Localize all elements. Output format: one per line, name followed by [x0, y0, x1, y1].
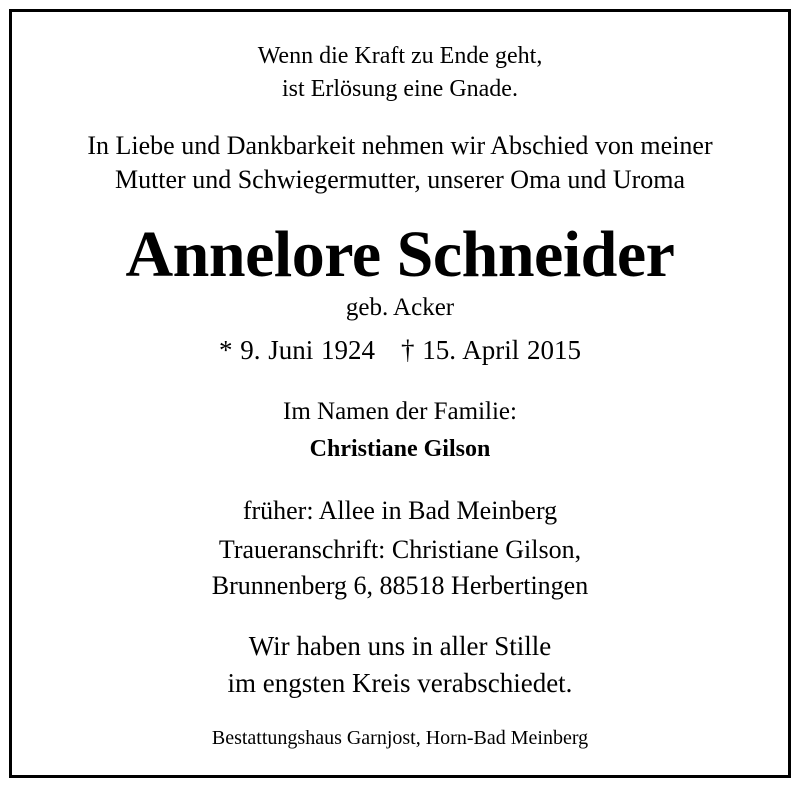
intro-line-1: In Liebe und Dankbarkeit nehmen wir Abschied von meiner: [87, 131, 713, 160]
intro-line-2: Mutter und Schwiegermutter, unserer Oma und Uroma: [114, 165, 686, 194]
birth-name: geb. Acker: [345, 294, 455, 321]
life-dates: [0, 337, 800, 364]
mourning-address-line-2: Brunnenberg 6, 88518 Herbertingen: [211, 571, 589, 600]
closing-line-1: Wir haben uns in aller Stille: [248, 631, 552, 661]
mourning-address-line-1: Traueranschrift: Christiane Gilson,: [218, 535, 582, 564]
verse-line-2: ist Erlösung eine Gnade.: [282, 76, 518, 102]
notice-border: [9, 9, 791, 778]
birth-date: * 9. Juni 1924: [218, 335, 375, 365]
former-address: früher: Allee in Bad Meinberg: [242, 496, 558, 525]
family-name: Christiane Gilson: [309, 436, 491, 462]
undertaker: Bestattungshaus Garnjost, Horn-Bad Meinberg: [211, 727, 589, 749]
verse-line-1: Wenn die Kraft zu Ende geht,: [257, 43, 543, 69]
closing-line-2: im engsten Kreis verabschiedet.: [227, 668, 573, 698]
death-date: † 15. April 2015: [401, 335, 582, 365]
family-intro: Im Namen der Familie:: [283, 398, 517, 425]
deceased-name: Annelore Schneider: [125, 218, 675, 291]
